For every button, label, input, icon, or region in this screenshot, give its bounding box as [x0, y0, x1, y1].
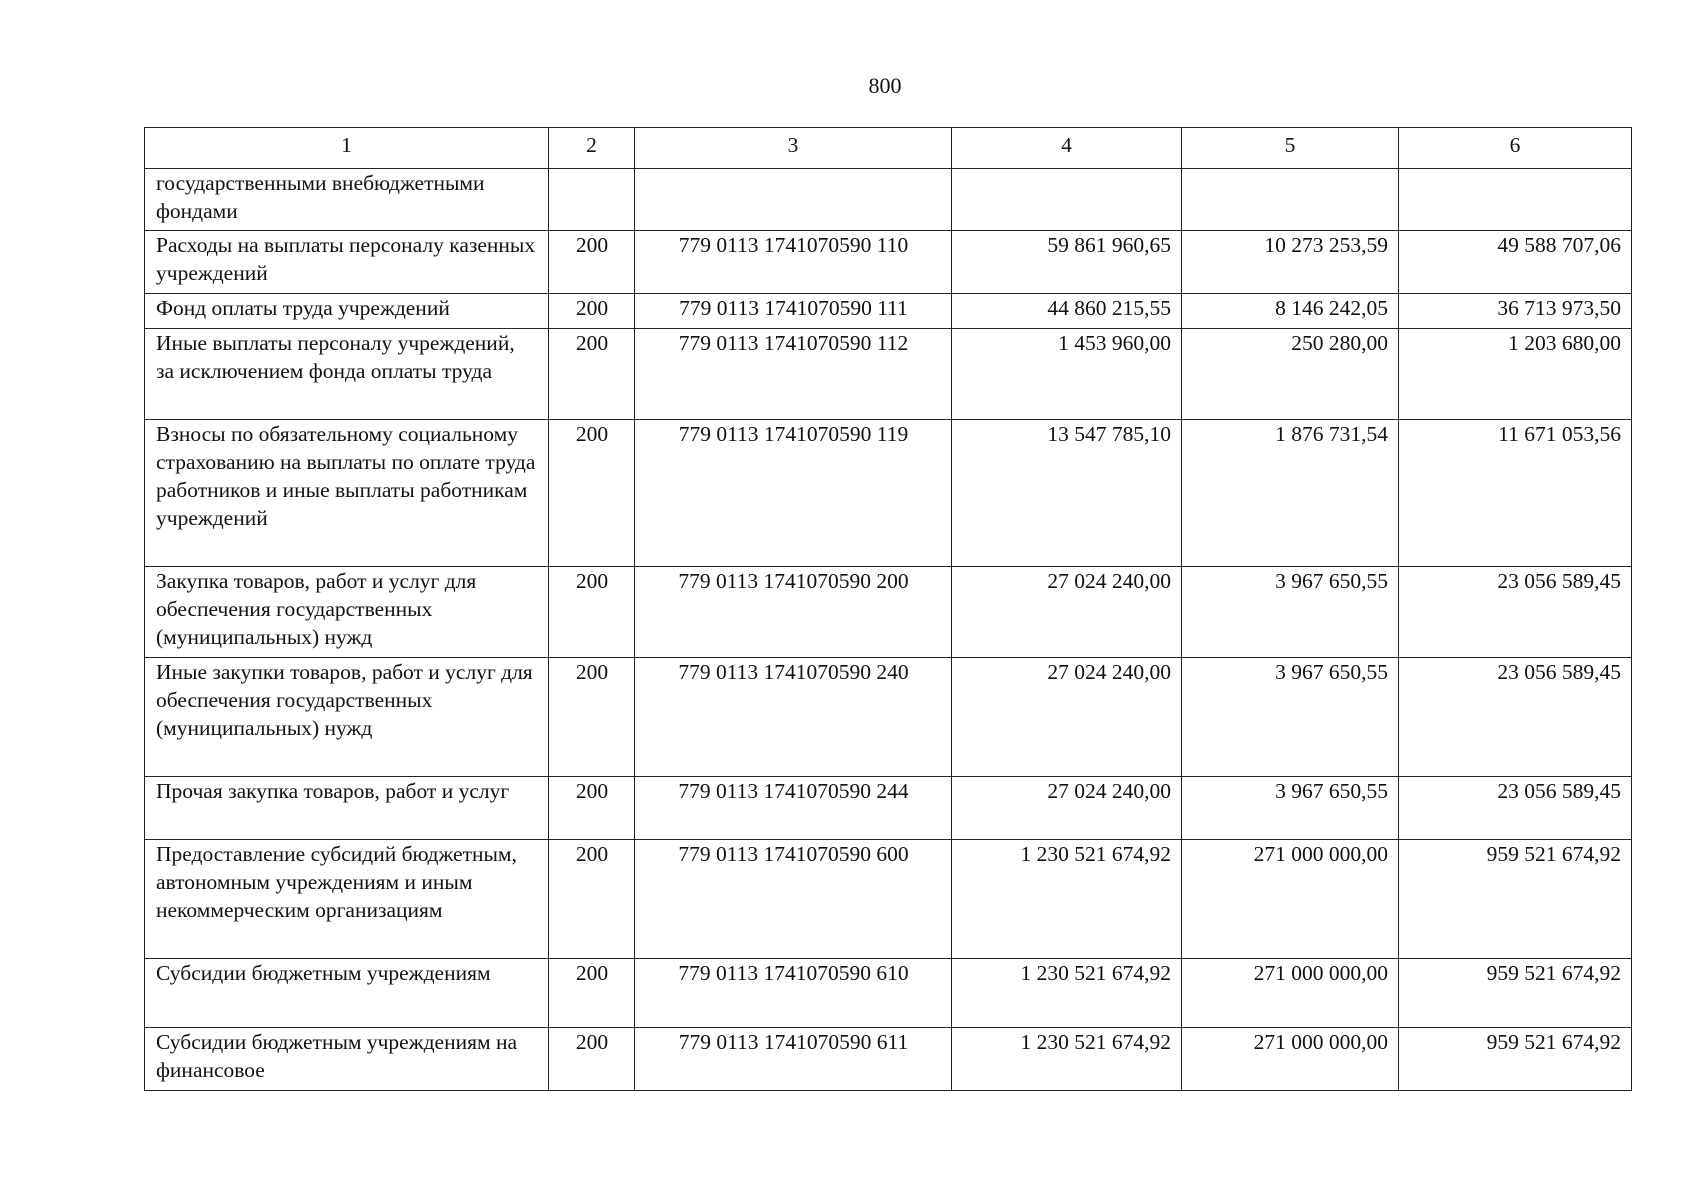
column-header: 6 [1399, 128, 1632, 169]
executed-amount-cell: 271 000 000,00 [1182, 1028, 1399, 1091]
approved-amount-cell: 27 024 240,00 [952, 658, 1182, 777]
table-row [145, 567, 1632, 658]
admin-code-cell: 200 [549, 959, 635, 1028]
column-header: 1 [145, 128, 549, 169]
table-row [145, 420, 1632, 567]
classification-code-cell: 779 0113 1741070590 240 [635, 658, 952, 777]
expense-name-cell: Иные выплаты персоналу учреждений, за исключением фонда оплаты труда [145, 329, 549, 420]
unexecuted-amount-cell: 959 521 674,92 [1399, 959, 1632, 1028]
expense-name-cell: Фонд оплаты труда учреждений [145, 294, 549, 329]
approved-amount-cell [952, 169, 1182, 231]
admin-code-cell: 200 [549, 658, 635, 777]
expense-name-cell: государственными внебюджетными фондами [145, 169, 549, 231]
page-number: 800 [868, 73, 902, 98]
classification-code-cell: 779 0113 1741070590 111 [635, 294, 952, 329]
executed-amount-cell: 271 000 000,00 [1182, 840, 1399, 959]
expense-name-cell: Субсидии бюджетным учреждениям на финансовое [145, 1028, 549, 1091]
admin-code-cell: 200 [549, 294, 635, 329]
table-row [145, 658, 1632, 777]
executed-amount-cell: 3 967 650,55 [1182, 567, 1399, 658]
column-header: 4 [952, 128, 1182, 169]
executed-amount-cell: 3 967 650,55 [1182, 658, 1399, 777]
table-row [145, 840, 1632, 959]
unexecuted-amount-cell: 11 671 053,56 [1399, 420, 1632, 567]
budget-execution-table [144, 127, 1632, 1091]
executed-amount-cell: 1 876 731,54 [1182, 420, 1399, 567]
expense-name-cell: Предоставление субсидий бюджетным, автономным учреждениям и иным некоммерческим организациям [145, 840, 549, 959]
approved-amount-cell: 27 024 240,00 [952, 777, 1182, 840]
table-row [145, 959, 1632, 1028]
unexecuted-amount-cell: 1 203 680,00 [1399, 329, 1632, 420]
classification-code-cell [635, 169, 952, 231]
unexecuted-amount-cell: 49 588 707,06 [1399, 231, 1632, 294]
expense-name-cell: Прочая закупка товаров, работ и услуг [145, 777, 549, 840]
table-header-row [145, 128, 1632, 169]
classification-code-cell: 779 0113 1741070590 119 [635, 420, 952, 567]
table-row [145, 329, 1632, 420]
approved-amount-cell: 59 861 960,65 [952, 231, 1182, 294]
expense-name-cell: Субсидии бюджетным учреждениям [145, 959, 549, 1028]
expense-name-cell: Иные закупки товаров, работ и услуг для обеспечения государственных (муниципальных) нужд [145, 658, 549, 777]
admin-code-cell: 200 [549, 840, 635, 959]
unexecuted-amount-cell: 36 713 973,50 [1399, 294, 1632, 329]
expense-name-cell: Взносы по обязательному социальному страхованию на выплаты по оплате труда работников и иные выплаты работникам учреждений [145, 420, 549, 567]
approved-amount-cell: 1 230 521 674,92 [952, 959, 1182, 1028]
table-row [145, 169, 1632, 231]
classification-code-cell: 779 0113 1741070590 112 [635, 329, 952, 420]
column-header: 3 [635, 128, 952, 169]
admin-code-cell: 200 [549, 231, 635, 294]
admin-code-cell: 200 [549, 420, 635, 567]
admin-code-cell: 200 [549, 1028, 635, 1091]
executed-amount-cell: 8 146 242,05 [1182, 294, 1399, 329]
approved-amount-cell: 44 860 215,55 [952, 294, 1182, 329]
executed-amount-cell: 10 273 253,59 [1182, 231, 1399, 294]
admin-code-cell [549, 169, 635, 231]
classification-code-cell: 779 0113 1741070590 200 [635, 567, 952, 658]
classification-code-cell: 779 0113 1741070590 244 [635, 777, 952, 840]
table-row [145, 1028, 1632, 1091]
admin-code-cell: 200 [549, 777, 635, 840]
admin-code-cell: 200 [549, 567, 635, 658]
expense-name-cell: Расходы на выплаты персоналу казенных учреждений [145, 231, 549, 294]
classification-code-cell: 779 0113 1741070590 110 [635, 231, 952, 294]
table-row [145, 294, 1632, 329]
column-header: 5 [1182, 128, 1399, 169]
approved-amount-cell: 1 230 521 674,92 [952, 840, 1182, 959]
table-row [145, 777, 1632, 840]
approved-amount-cell: 27 024 240,00 [952, 567, 1182, 658]
executed-amount-cell: 250 280,00 [1182, 329, 1399, 420]
executed-amount-cell: 3 967 650,55 [1182, 777, 1399, 840]
classification-code-cell: 779 0113 1741070590 610 [635, 959, 952, 1028]
table-row [145, 231, 1632, 294]
unexecuted-amount-cell: 23 056 589,45 [1399, 658, 1632, 777]
approved-amount-cell: 1 230 521 674,92 [952, 1028, 1182, 1091]
unexecuted-amount-cell: 23 056 589,45 [1399, 567, 1632, 658]
classification-code-cell: 779 0113 1741070590 611 [635, 1028, 952, 1091]
unexecuted-amount-cell: 23 056 589,45 [1399, 777, 1632, 840]
approved-amount-cell: 1 453 960,00 [952, 329, 1182, 420]
executed-amount-cell [1182, 169, 1399, 231]
unexecuted-amount-cell: 959 521 674,92 [1399, 1028, 1632, 1091]
admin-code-cell: 200 [549, 329, 635, 420]
column-header: 2 [549, 128, 635, 169]
approved-amount-cell: 13 547 785,10 [952, 420, 1182, 567]
expense-name-cell: Закупка товаров, работ и услуг для обеспечения государственных (муниципальных) нужд [145, 567, 549, 658]
unexecuted-amount-cell: 959 521 674,92 [1399, 840, 1632, 959]
unexecuted-amount-cell [1399, 169, 1632, 231]
executed-amount-cell: 271 000 000,00 [1182, 959, 1399, 1028]
classification-code-cell: 779 0113 1741070590 600 [635, 840, 952, 959]
